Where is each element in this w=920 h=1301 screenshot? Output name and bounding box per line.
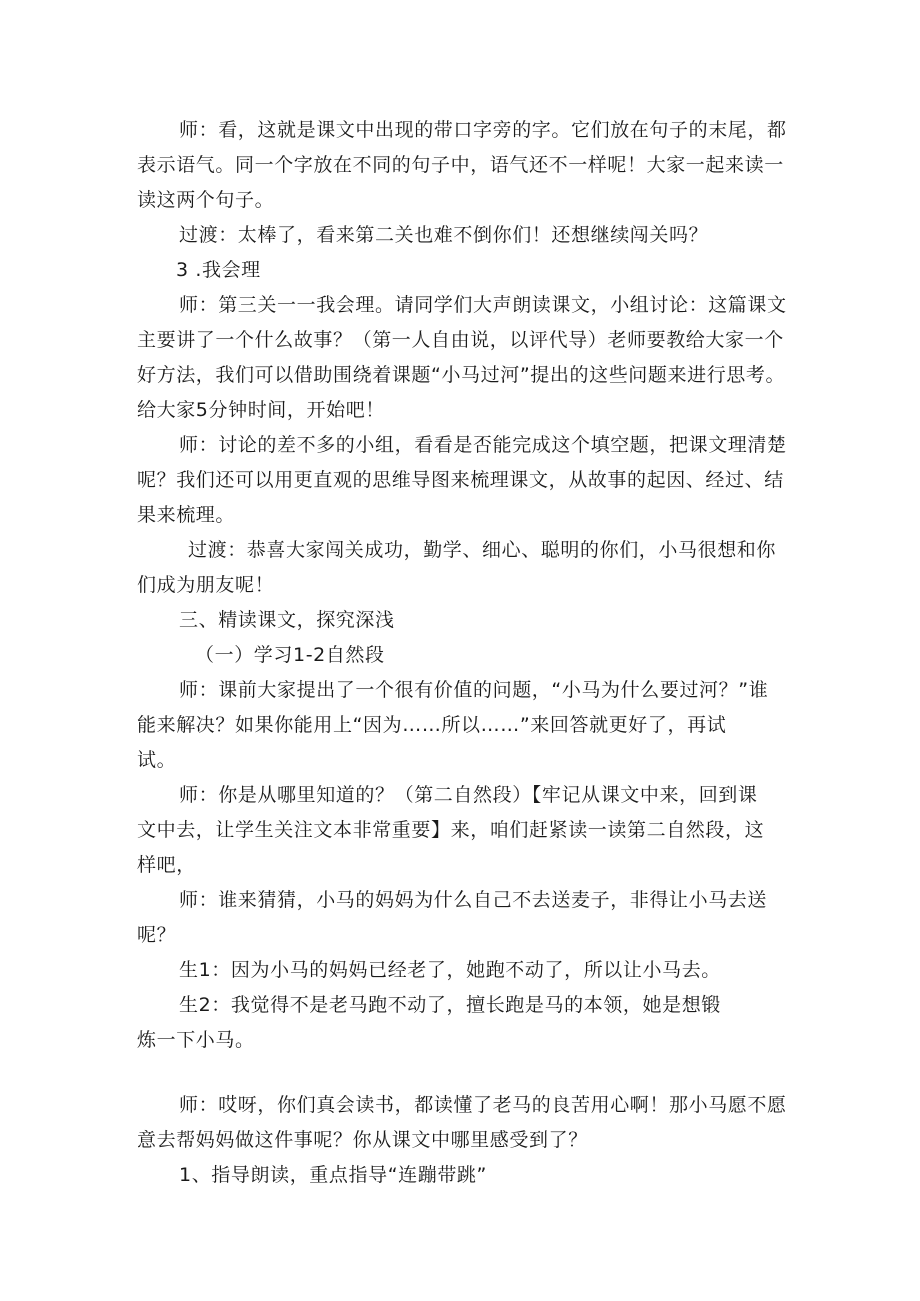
text-line: 意去帮妈妈做这件事呢？你从课文中哪里感受到了？ <box>137 1129 588 1151</box>
text-line: 呢？ <box>137 924 177 946</box>
text-line: 师：哎呀，你们真会读书，都读懂了老马的良苦用心啊！那小马愿不愿 <box>179 1094 787 1116</box>
subsection-heading: （一）学习1-2自然段 <box>195 644 385 666</box>
text-line: 生2：我觉得不是老马跑不动了，擅长跑是马的本领，她是想锻 <box>179 994 721 1016</box>
text-line: 试。 <box>137 749 177 771</box>
text-line: 好方法，我们可以借助围绕着课题“小马过河”提出的这些问题来进行思考。 <box>137 364 786 386</box>
text-line: 给大家5分钟时间，开始吧！ <box>137 399 385 421</box>
text-line: 表示语气。同一个字放在不同的句子中，语气还不一样呢！大家一起来读一 <box>137 154 784 176</box>
text-line: 能来解决？如果你能用上“因为……所以……”来回答就更好了，再试 <box>137 714 727 736</box>
text-line: 1、指导朗读，重点指导“连蹦带跳” <box>179 1164 487 1186</box>
text-line: 师：你是从哪里知道的？（第二自然段）【牢记从课文中来，回到课 <box>179 784 758 806</box>
text-line: 过渡：恭喜大家闯关成功，勤学、细心、聪明的你们，小马很想和你 <box>188 539 777 561</box>
text-line: 师：第三关一一我会理。请同学们大声朗读课文，小组讨论：这篇课文 <box>179 294 787 316</box>
text-line: 们成为朋友呢！ <box>137 574 275 596</box>
section-heading: 3 .我会理 <box>176 259 261 281</box>
text-line: 主要讲了一个什么故事？（第一人自由说，以评代导）老师要教给大家一个 <box>137 329 784 351</box>
text-line: 果来梳理。 <box>137 504 236 526</box>
text-line: 文中去，让学生关注文本非常重要】来，咱们赶紧读一读第二自然段，这 <box>137 819 765 841</box>
text-line: 样吧， <box>137 854 196 876</box>
text-line: 师：谁来猜猜，小马的妈妈为什么自己不去送麦子，非得让小马去送 <box>179 889 768 911</box>
section-heading: 三、精读课文，探究深浅 <box>179 609 395 631</box>
text-line: 师：看，这就是课文中出现的带口字旁的字。它们放在句子的末尾，都 <box>179 119 787 141</box>
text-line: 师：讨论的差不多的小组，看看是否能完成这个填空题，把课文理清楚 <box>179 434 787 456</box>
text-line: 呢？我们还可以用更直观的思维导图来梳理课文，从故事的起因、经过、结 <box>137 469 784 491</box>
text-line: 师：课前大家提出了一个很有价值的问题，“小马为什么要过河？”谁 <box>179 679 769 701</box>
text-line: 炼一下小马。 <box>137 1029 255 1051</box>
text-line: 生1：因为小马的妈妈已经老了，她跑不动了，所以让小马去。 <box>179 959 721 981</box>
text-line: 读这两个句子。 <box>137 189 275 211</box>
text-line: 过渡：太棒了，看来第二关也难不倒你们！还想继续闯关吗？ <box>179 224 709 246</box>
